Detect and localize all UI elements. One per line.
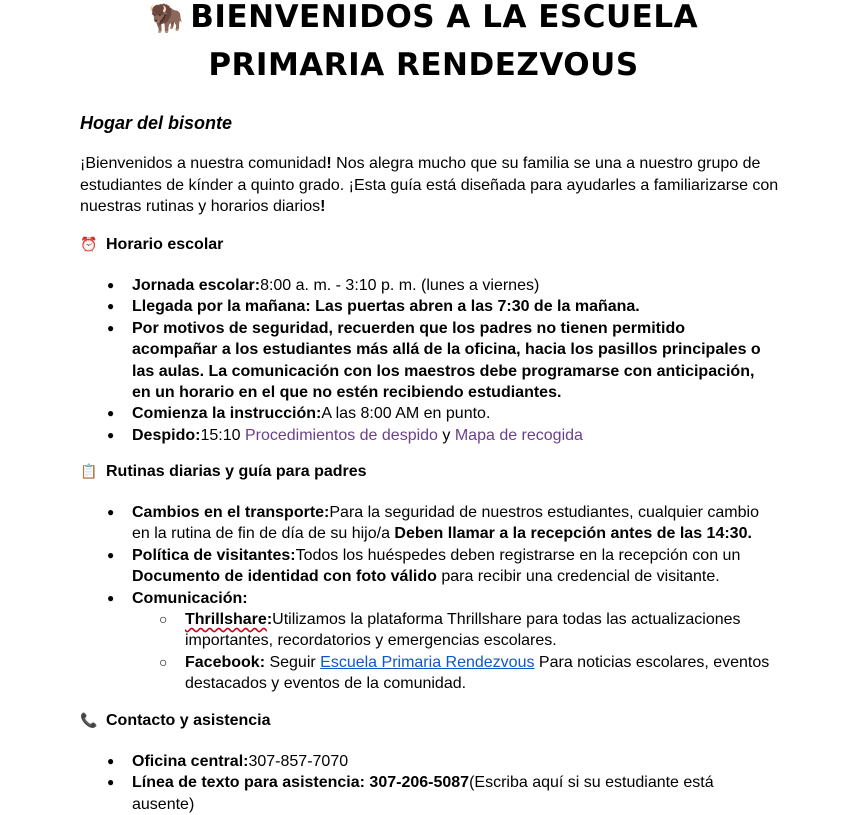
routines-list bbox=[0, 502, 800, 695]
intro-part2: Nos alegra mucho que su familia se una a nuestro grupo de estudiantes de kínder a quinto grado. ¡Esta guía está diseñada para ayudarles a familiarizarse con nuestras rutinas y horarios diarios bbox=[80, 155, 779, 215]
facebook-page-link[interactable]: Escuela Primaria Rendezvous bbox=[320, 653, 535, 671]
intro-bang2: ! bbox=[320, 198, 326, 215]
section-title: Rutinas diarias y guía para padres bbox=[106, 463, 367, 480]
list-item bbox=[0, 751, 772, 772]
dismissal-value: 15:10 bbox=[200, 426, 245, 444]
list-item bbox=[0, 588, 772, 695]
instruction-label: Comienza la instrucción: bbox=[132, 405, 322, 423]
facebook-label: Facebook: bbox=[185, 653, 266, 671]
bison-icon: 🦬 bbox=[148, 1, 185, 34]
intro-part1: ¡Bienvenidos a nuestra comunidad bbox=[80, 155, 327, 172]
transport-bold: Deben llamar a la recepción antes de las 14:30. bbox=[394, 525, 752, 543]
list-item bbox=[0, 545, 772, 588]
intro-bang1: ! bbox=[326, 155, 332, 172]
visitors-bold: Documento de identidad con foto válido bbox=[132, 568, 437, 586]
section-heading-routines bbox=[80, 463, 367, 481]
section-title: Horario escolar bbox=[106, 236, 224, 253]
pickup-map-link[interactable]: Mapa de recogida bbox=[454, 426, 583, 444]
intro-paragraph bbox=[80, 153, 780, 218]
list-item bbox=[0, 296, 772, 317]
arrival-text: Llegada por la mañana: Las puertas abren a las 7:30 de la mañana. bbox=[132, 298, 640, 316]
schedule-list bbox=[0, 275, 800, 446]
sub-list-item bbox=[132, 652, 772, 695]
office-label: Oficina central: bbox=[132, 753, 249, 770]
sub-list-item bbox=[132, 609, 772, 652]
list-item bbox=[0, 275, 772, 296]
communication-label: Comunicación: bbox=[132, 589, 248, 607]
dismissal-and: y bbox=[437, 426, 455, 444]
clipboard-icon: 📋 bbox=[80, 463, 98, 479]
instruction-value: A las 8:00 AM en punto. bbox=[321, 405, 491, 423]
school-day-label: Jornada escolar: bbox=[132, 277, 261, 294]
communication-sublist bbox=[132, 609, 772, 695]
list-item bbox=[0, 318, 772, 404]
dismissal-label: Despido: bbox=[132, 426, 201, 444]
list-item bbox=[0, 502, 772, 545]
list-item bbox=[0, 403, 772, 424]
facebook-value: Para noticias escolares, eventos destacados y eventos de la comunidad. bbox=[185, 653, 770, 693]
facebook-pre: Seguir bbox=[265, 653, 321, 671]
page-title-line2: PRIMARIA RENDEZVOUS bbox=[208, 47, 639, 83]
transport-label: Cambios en el transporte: bbox=[132, 504, 330, 521]
list-item bbox=[0, 425, 772, 446]
thrillshare-label: Thrillshare bbox=[185, 611, 267, 629]
text-line-value: (Escriba aquí si su estudiante está ausente) bbox=[132, 774, 714, 813]
thrillshare-value: Utilizamos la plataforma Thrillshare para todas las actualizaciones importantes, recordatorios y emergencias escolares. bbox=[185, 611, 741, 650]
text-line-label: Línea de texto para asistencia: 307-206-5087 bbox=[132, 774, 470, 792]
office-phone: 307-857-7070 bbox=[248, 753, 349, 770]
section-title: Contacto y asistencia bbox=[106, 712, 271, 729]
dismissal-procedures-link[interactable]: Procedimientos de despido bbox=[244, 426, 438, 444]
visitors-tail: para recibir una credencial de visitante. bbox=[436, 568, 720, 586]
page-title-line1 bbox=[0, 0, 847, 40]
contact-list bbox=[0, 751, 800, 815]
subtitle: Hogar del bisonte bbox=[80, 113, 233, 133]
title-text-1: BIENVENIDOS A LA ESCUELA bbox=[190, 0, 699, 35]
visitors-value: Todos los huéspedes deben registrarse en la recepción con un bbox=[295, 546, 741, 564]
visitors-label: Política de visitantes: bbox=[132, 546, 296, 564]
school-day-value: 8:00 a. m. - 3:10 p. m. (lunes a viernes) bbox=[260, 277, 540, 294]
transport-value: Para la seguridad de nuestros estudiantes, cualquier cambio en la rutina de fin de día de su hijo/a bbox=[132, 504, 759, 543]
section-heading-schedule bbox=[80, 236, 223, 254]
thrillshare-colon: : bbox=[266, 611, 273, 629]
section-heading-contact bbox=[80, 712, 271, 730]
phone-icon: 📞 bbox=[80, 712, 98, 728]
alarm-clock-icon: ⏰ bbox=[80, 236, 98, 252]
safety-text: Por motivos de seguridad, recuerden que los padres no tienen permitido acompañar a los estudiantes más allá de la oficina, hacia los pasillos principales o las aulas. La comunicación con los maestros debe programarse con anticipación, en un horario en el que no estén recibiendo estudiantes. bbox=[132, 319, 761, 402]
